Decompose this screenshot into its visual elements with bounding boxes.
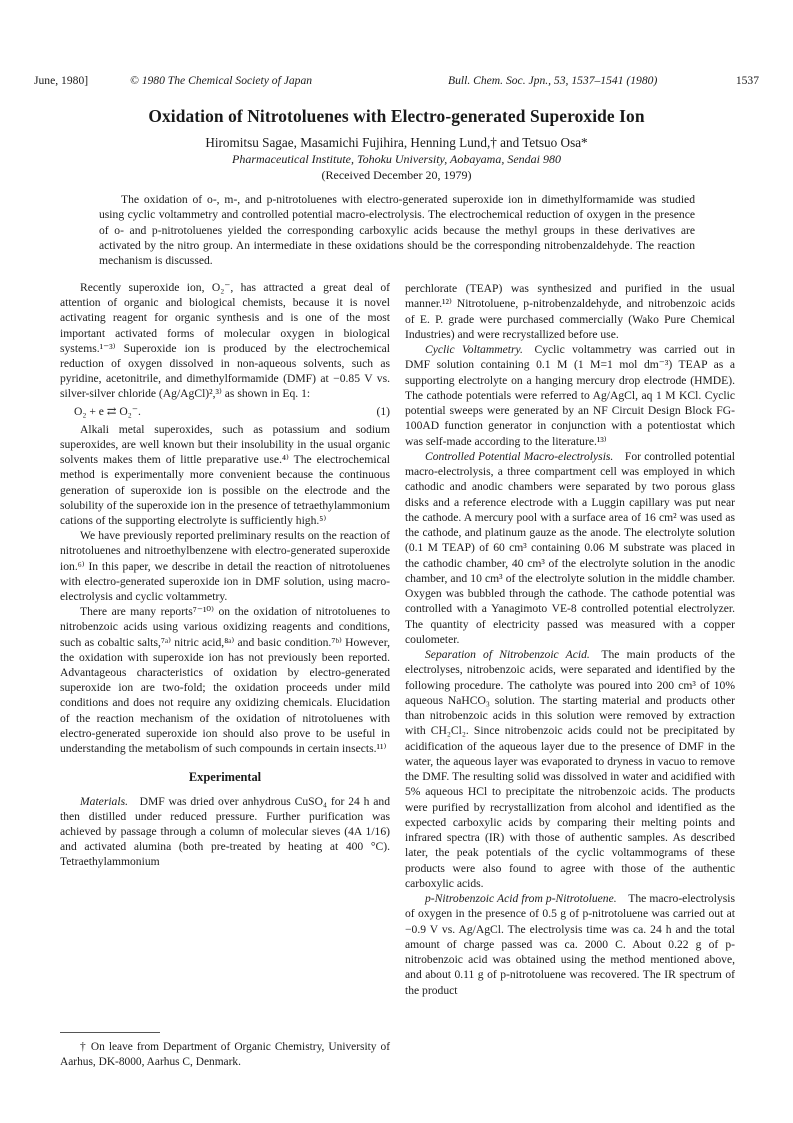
intro-paragraph-1: Recently superoxide ion, O₂⁻, has attracted a great deal of attention of organic and biological chemists, because it is novel activating reagent for organic synthesis and is one of the most important activated forms of molecular oxygen in biological systems.¹⁻³⁾ Superoxide ion is produced by the electrochemical reduction of oxygen dissolved in non-aqueous solvents, such as pyridine, acetonitrile, and dimethylformamide (DMF) at −0.85 V vs. silver-silver chloride (Ag/AgCl)²,³⁾ as shown in Eq. 1: [60,281,390,401]
separation-heading: Separation of Nitrobenzoic Acid. [425,648,590,661]
materials-paragraph [60,794,390,870]
macro-electrolysis-paragraph [405,449,735,647]
materials-text: DMF was dried over anhydrous CuSO₄ for 24 h and then distilled under reduced pressure. Further purification was achieved by passage through a column of molecular sieves (4A 1/16) and activated alumina (both pre-treated by heating at 400 °C). Tetraethylammonium [60,794,390,869]
materials-heading: Materials. [80,794,128,808]
intro-paragraph-4: There are many reports⁷⁻¹⁰⁾ on the oxidation of nitrotoluenes to nitrobenzoic acids using various oxidizing reagents and conditions, such as cobaltic salts,⁷ᵃ⁾ nitric acid,⁸ᵃ⁾ and basic condition.⁷ᵇ⁾ However, the oxidation with superoxide ion has not previously been reported. Advantageous characteristics of oxidation by electro-generated superoxide ion are two-fold; the oxidation proceeds under mild conditions and does not require any oxidizing chemicals. Elucidation of the reaction mechanism of the oxidation of nitrotoluenes with electro-generated superoxide ion should also prove to be useful in understanding the metabolism of such compounds in certain insects.¹¹⁾ [60,605,390,756]
pnba-text: The macro-electrolysis of oxygen in the presence of 0.5 g of p-nitrotoluene was carried out at −0.9 V vs. Ag/AgCl. The electrolysis time was ca. 24 h and the total amount of charge passed was ca. 2000 C. About 0.22 g of p-nitrobenzoic acid was obtained using the method mentioned above, and about 0.11 g of p-nitrotoluene was recovered. The IR spectrum of the product [405,892,735,997]
intro-paragraph-2: Alkali metal superoxides, such as potassium and sodium superoxides, are well known but their insolubility in the usual organic solvents makes them of little preparative use.⁴⁾ The electrochemical method is experimentally more convenient because the continuous generation of superoxide ion is possible on the electrode and the solubility of the superoxide ion in the presence of tetraethylammonium cations of the supporting electrolyte is sufficiently high.⁵⁾ [60,422,390,528]
separation-text: The main products of the electrolyses, nitrobenzoic acids, were separated and identified by the following procedure. The catholyte was poured into 200 cm³ of 10% aqueous NaHCO₃ solution. The starting material and products other than nitrobenzoic acids in this solution were removed by extraction with CH₂Cl₂. Since nitrobenzoic acids could not be precipitated by acidification of the aqueous layer due to the presence of DMF in the water, the aqueous layer was evaporated to dryness in vacuo to remove the DMF. The resulting solid was dissolved in water and acidified with 5% aqueous HCl to precipitate the nitrobenzoic acids. The products were purified by recrystallization from alcohol and identified as the expected carboxylic acids by comparing their melting points and infrared spectra (IR) with those of authentic samples. As described later, the peak potentials of the cyclic voltammograms of these products were also found to agree with those of the authentic carboxylic acids. [405,648,735,890]
affiliation: Pharmaceutical Institute, Tohoku University, Aobayama, Sendai 980 [232,152,561,166]
left-column [60,280,390,870]
materials-continued: perchlorate (TEAP) was synthesized and purified in the usual manner.¹²⁾ Nitrotoluene, p-nitrobenzaldehyde, and nitrobenzoic acids of E. P. grade were purchased commercially (Wako Pure Chemical Industries) and were recrystallized before use. [405,282,735,341]
abstract: The oxidation of o-, m-, and p-nitrotoluenes with electro-generated superoxide ion in dimethylformamide was studied using cyclic voltammetry and controlled potential macro-electrolysis. The electrochemical reduction of oxygen in the presence of o- and p-nitrotoluenes yielded the corresponding carboxylic acids because the methyl groups in these derivatives are activated by the nitro group. An intermediate in these oxidations should be the corresponding nitrobenzaldehyde. The reaction mechanism is discussed. [99,193,695,268]
equation-1 [60,404,390,419]
received-date: (Received December 20, 1979) [321,168,472,182]
running-header [34,74,759,92]
author-list: Hiromitsu Sagae, Masamichi Fujihira, Henning Lund,† and Tetsuo Osa* [205,135,588,150]
header-date: June, 1980] [34,74,89,87]
header-citation: Bull. Chem. Soc. Jpn., 53, 1537–1541 (1980) [448,74,658,87]
footnote-divider [60,1032,160,1033]
equation-text: O₂ + e ⇄ O₂⁻. [74,404,141,418]
pnba-heading: p-Nitrobenzoic Acid from p-Nitrotoluene. [425,892,617,905]
cpme-heading: Controlled Potential Macro-electrolysis. [425,449,614,463]
cv-text: Cyclic voltammetry was carried out in DMF solution containing 0.1 M (1 M=1 mol dm⁻³) TEAP as a supporting electrolyte on a hanging mercury drop electrode (HMDE). The cathode potentials were referred to Ag/AgCl, aq 1 M KCl. Cyclic potential sweeps were generated by an NF Circuit Design Block FG-100AD function generator in conjunction with a potentiostat which was self-made according to the literature.¹³⁾ [405,343,735,448]
p-nitrobenzoic-paragraph [405,891,735,998]
cpme-text: For controlled potential macro-electrolysis, a three compartment cell was employed in which cathodic and anodic chambers were separated by two porous glass disks and a reference electrode with a Luggin capillary was put near the cathode. A mercury pool with a surface area of 16 cm² was used as the cathode, and platinum gauze as the anode. The electrolyte solution (0.1 M TEAP) of 60 cm³ containing 0.06 M substrate was placed in the cathodic chamber, 40 cm³ of the electrolyte solution in the anodic chamber, and 10 cm³ of the electrolyte solution in the middle chamber. Oxygen was bubbled through the cathode. The cathode potential was controlled with a Yanagimoto VE-8 controlled potential electrolyzer. The quantity of electricity passed was measured with a copper coulometer. [405,449,735,646]
paper-title: Oxidation of Nitrotoluenes with Electro-generated Superoxide Ion [148,106,645,126]
footnote: † On leave from Department of Organic Chemistry, University of Aarhus, DK-8000, Aarhus C, Denmark. [60,1041,390,1068]
cv-heading: Cyclic Voltammetry. [425,343,523,356]
header-page-number: 1537 [735,74,759,87]
cyclic-voltammetry-paragraph [405,342,735,449]
separation-paragraph [405,647,735,891]
equation-number: (1) [376,404,390,418]
intro-paragraph-3: We have previously reported preliminary results on the reaction of nitrotoluenes and nitroethylbenzene with electro-generated superoxide ion.⁶⁾ In this paper, we describe in detail the reaction of nitrotoluenes with electro-generated superoxide ion in DMF solution, using macro-electrolysis and cyclic voltammetry. [60,529,390,604]
header-copyright: © 1980 The Chemical Society of Japan [130,74,313,87]
section-heading-experimental: Experimental [188,770,262,785]
right-column [405,281,735,998]
